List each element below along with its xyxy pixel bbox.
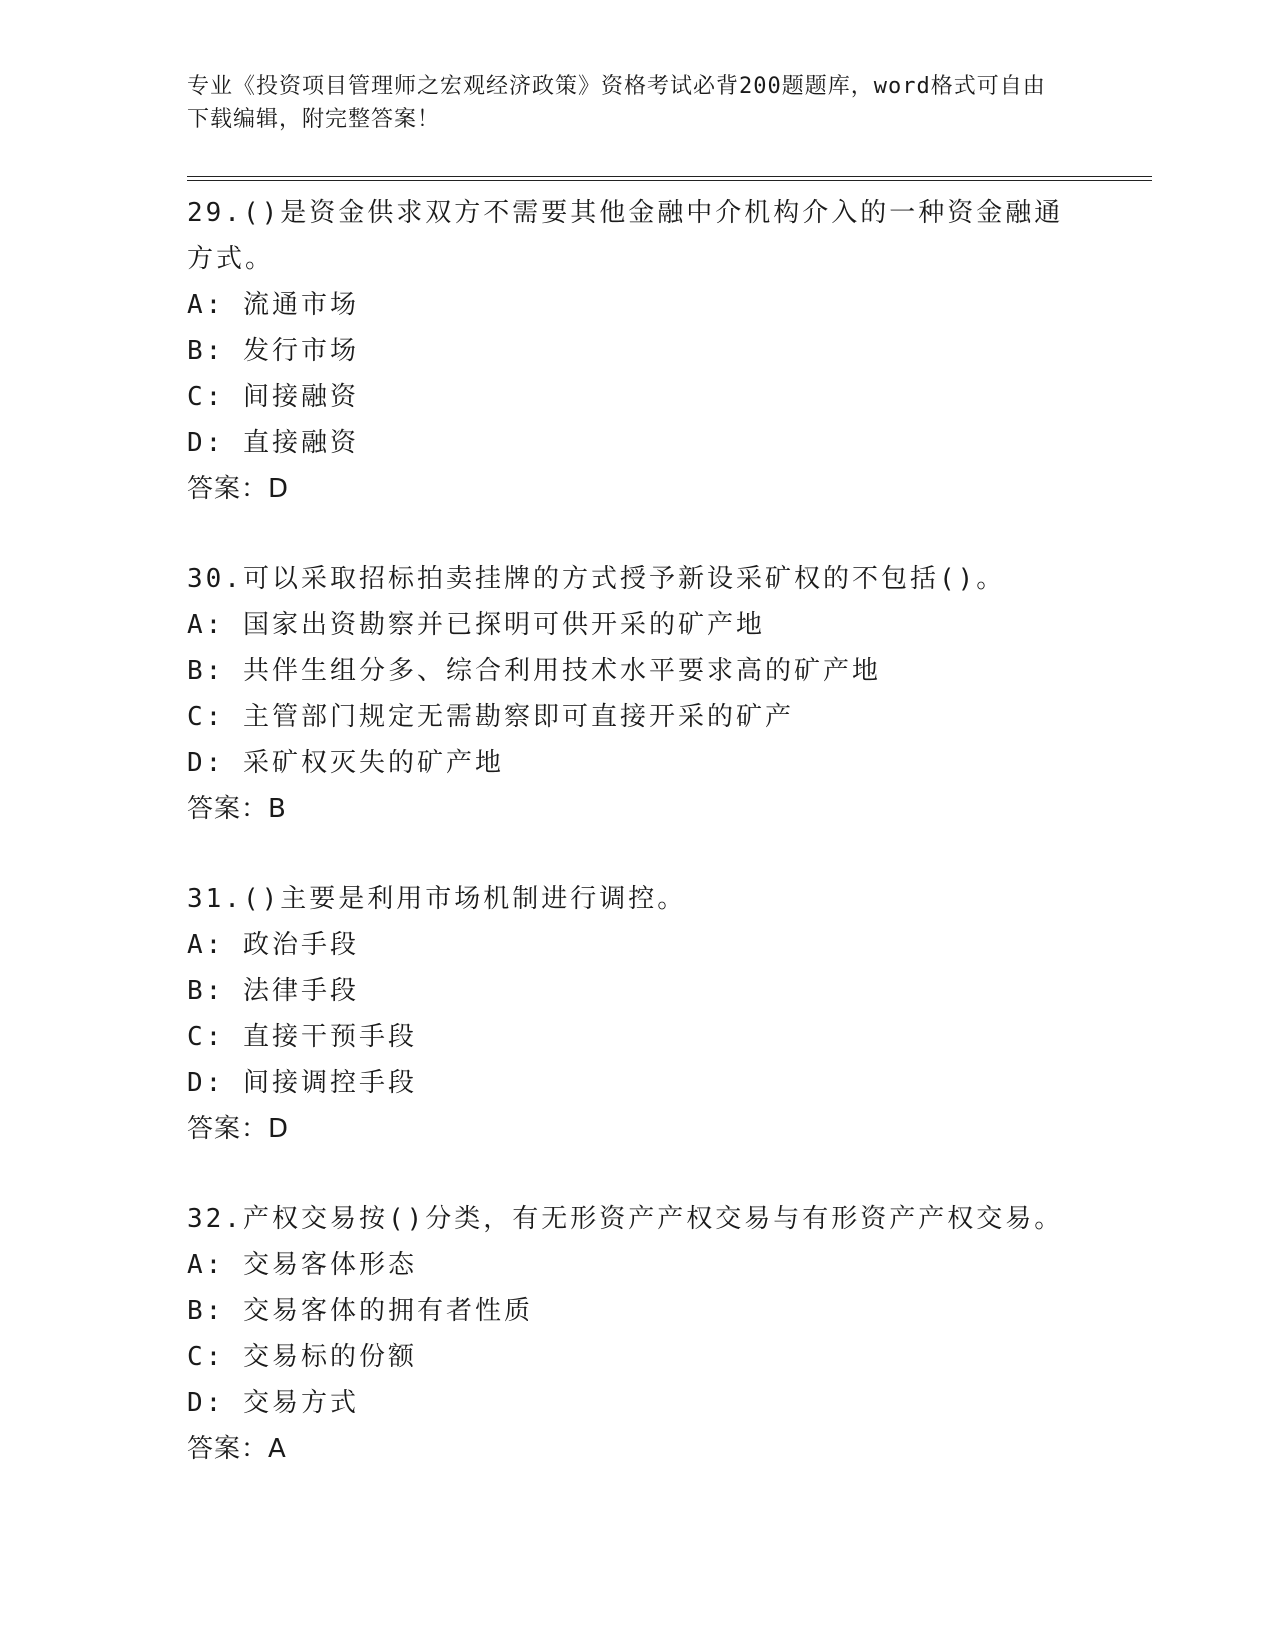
option-d: D: 间接调控手段 bbox=[187, 1068, 417, 1098]
answer: 答案：D bbox=[187, 1114, 290, 1144]
document-header: 专业《投资项目管理师之宏观经济政策》资格考试必背200题题库，word格式可自由下载编辑，附完整答案！ bbox=[187, 74, 1046, 132]
option-c: C: 主管部门规定无需勘察即可直接开采的矿产 bbox=[187, 702, 794, 732]
question-31 bbox=[187, 876, 1087, 1152]
option-a: A: 交易客体形态 bbox=[187, 1250, 417, 1280]
question-text: 29.()是资金供求双方不需要其他金融中介机构介入的一种资金融通方式。 bbox=[187, 198, 1064, 274]
option-a: A: 流通市场 bbox=[187, 290, 359, 320]
option-b: B: 共伴生组分多、综合利用技术水平要求高的矿产地 bbox=[187, 656, 881, 686]
answer: 答案：B bbox=[187, 794, 287, 824]
option-c: C: 间接融资 bbox=[187, 382, 359, 412]
option-d: D: 交易方式 bbox=[187, 1388, 359, 1418]
answer: 答案：A bbox=[187, 1434, 287, 1464]
option-d: D: 采矿权灭失的矿产地 bbox=[187, 748, 504, 778]
option-c: C: 交易标的份额 bbox=[187, 1342, 417, 1372]
option-b: B: 法律手段 bbox=[187, 976, 359, 1006]
question-29 bbox=[187, 190, 1087, 512]
question-text: 31.()主要是利用市场机制进行调控。 bbox=[187, 884, 687, 914]
question-32 bbox=[187, 1196, 1087, 1472]
question-text: 30.可以采取招标拍卖挂牌的方式授予新设采矿权的不包括()。 bbox=[187, 564, 1006, 594]
option-c: C: 直接干预手段 bbox=[187, 1022, 417, 1052]
question-list bbox=[187, 190, 1087, 1516]
header-divider bbox=[187, 176, 1152, 181]
option-d: D: 直接融资 bbox=[187, 428, 359, 458]
question-30 bbox=[187, 556, 1087, 832]
option-a: A: 国家出资勘察并已探明可供开采的矿产地 bbox=[187, 610, 765, 640]
option-a: A: 政治手段 bbox=[187, 930, 359, 960]
question-text: 32.产权交易按()分类，有无形资产产权交易与有形资产产权交易。 bbox=[187, 1204, 1064, 1234]
answer: 答案：D bbox=[187, 474, 290, 504]
option-b: B: 交易客体的拥有者性质 bbox=[187, 1296, 533, 1326]
option-b: B: 发行市场 bbox=[187, 336, 359, 366]
